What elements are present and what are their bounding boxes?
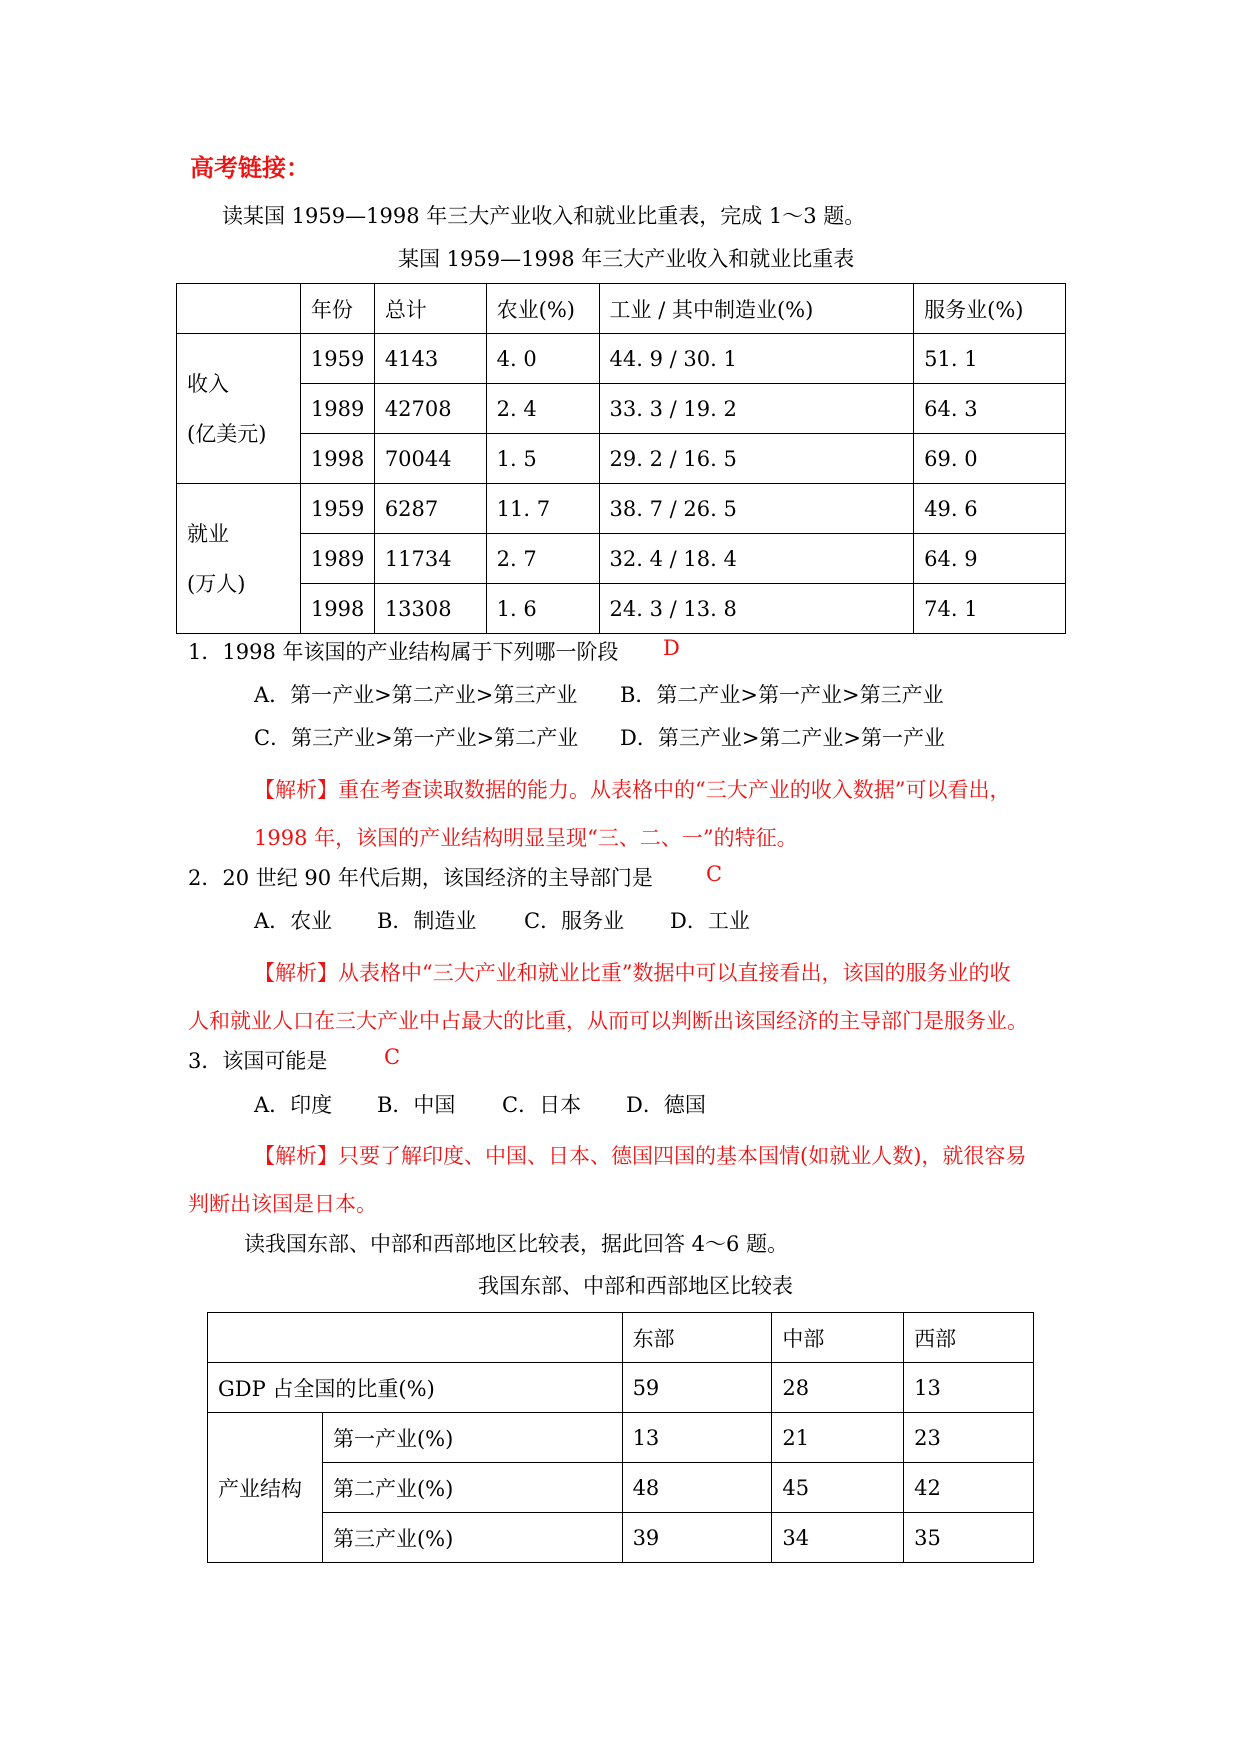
question-3-option-d: D．德国 [626,1093,706,1117]
question-2-option-b: B．制造业 [377,909,477,933]
question-2-answer: C [706,862,723,886]
question-2-option-d: D．工业 [670,909,750,933]
question-3-answer: C [384,1045,401,1069]
table-cell: 第二产业(%) [322,1463,622,1513]
table-cell: 39 [622,1513,772,1563]
table-cell: 34 [772,1513,904,1563]
table2-caption: 我国东部、中部和西部地区比较表 [478,1274,793,1298]
table-cell: 1998 [300,434,374,484]
header-cell: 总计 [374,284,486,334]
group-label-line: 就业 [187,521,229,546]
table-cell: 1959 [300,334,374,384]
table-row [208,1363,1034,1413]
table-cell: 51. 1 [914,334,1066,384]
table-cell: 1989 [300,384,374,434]
table-cell: 2. 4 [486,384,599,434]
intro-text-1: 读某国 1959—1998 年三大产业收入和就业比重表，完成 1～3 题。 [222,204,866,228]
table-cell: 4143 [374,334,486,384]
table-cell: 42 [904,1463,1034,1513]
group-label-line: 收入 [187,371,229,396]
table-row [177,384,1066,434]
table-row [208,1463,1034,1513]
question-3-analysis: 【解析】只要了解印度、中国、日本、德国四国的基本国情(如就业人数)，就很容易 [254,1144,1027,1168]
table-row [177,484,1066,534]
table-cell: 23 [904,1413,1034,1463]
table-row [208,1513,1034,1563]
intro-text-2: 读我国东部、中部和西部地区比较表，据此回答 4～6 题。 [244,1232,789,1256]
table-cell: 49. 6 [914,484,1066,534]
table-row [177,434,1066,484]
question-1-option-a: A．第一产业>第二产业>第三产业 [254,683,578,707]
question-1-analysis-cont: 1998 年，该国的产业结构明显呈现“三、二、一”的特征。 [254,826,798,850]
group-label-unit: (万人) [187,571,246,596]
table-cell: 第三产业(%) [322,1513,622,1563]
table-cell: 6287 [374,484,486,534]
table-row [177,334,1066,384]
header-cell [177,284,301,334]
table-cell: 4. 0 [486,334,599,384]
question-2-analysis-cont: 人和就业人口在三大产业中占最大的比重，从而可以判断出该国经济的主导部门是服务业。 [188,1009,1028,1033]
question-2-option-a: A．农业 [254,909,333,933]
table-row [208,1413,1034,1463]
header-cell: 中部 [772,1313,904,1363]
table-cell: 38. 7 / 26. 5 [599,484,914,534]
header-cell: 工业 / 其中制造业(%) [599,284,914,334]
table-cell: 第一产业(%) [322,1413,622,1463]
table-cell: 64. 3 [914,384,1066,434]
section-heading: 高考链接： [190,153,310,182]
table-cell: 59 [622,1363,772,1413]
table-row [177,534,1066,584]
question-3-stem: 3．该国可能是 [188,1049,328,1073]
table-cell: 74. 1 [914,584,1066,634]
group-label-unit: (亿美元) [187,421,267,446]
header-cell: 年份 [300,284,374,334]
question-1-stem: 1．1998 年该国的产业结构属于下列哪一阶段 [188,640,619,664]
table-cell: 1. 6 [486,584,599,634]
question-1-answer: D [663,636,680,660]
table-cell: 13 [622,1413,772,1463]
question-2-option-c: C．服务业 [524,909,625,933]
table-cell: 44. 9 / 30. 1 [599,334,914,384]
table-cell: 1959 [300,484,374,534]
table-cell: 11. 7 [486,484,599,534]
table-header-row [177,284,1066,334]
group-label-employment [177,484,301,634]
table-cell: 64. 9 [914,534,1066,584]
industry-share-table [176,283,1066,634]
table-cell: 13 [904,1363,1034,1413]
header-cell [208,1313,623,1363]
table-cell: 45 [772,1463,904,1513]
table-cell: 21 [772,1413,904,1463]
table-cell: 32. 4 / 18. 4 [599,534,914,584]
group-label-income [177,334,301,484]
header-cell: 西部 [904,1313,1034,1363]
table-cell: 1998 [300,584,374,634]
table-row [177,584,1066,634]
question-1-option-b: B．第二产业>第一产业>第三产业 [620,683,944,707]
header-cell: 东部 [622,1313,772,1363]
question-3-analysis-cont: 判断出该国是日本。 [188,1192,377,1216]
table-header-row [208,1313,1034,1363]
header-cell: 服务业(%) [914,284,1066,334]
table-cell: 42708 [374,384,486,434]
question-3-option-a: A．印度 [254,1093,333,1117]
group-label-industry-structure: 产业结构 [208,1413,323,1563]
table-cell: 35 [904,1513,1034,1563]
question-1-analysis: 【解析】重在考查读取数据的能力。从表格中的“三大产业的收入数据”可以看出， [254,778,1011,802]
question-2-stem: 2．20 世纪 90 年代后期，该国经济的主导部门是 [188,866,653,890]
table-cell: 70044 [374,434,486,484]
header-cell: 农业(%) [486,284,599,334]
table-cell: 11734 [374,534,486,584]
table-cell: 33. 3 / 19. 2 [599,384,914,434]
table-cell: 2. 7 [486,534,599,584]
table-cell: 48 [622,1463,772,1513]
table-cell: 24. 3 / 13. 8 [599,584,914,634]
question-1-option-c: C．第三产业>第一产业>第二产业 [254,726,579,750]
question-3-option-c: C．日本 [502,1093,582,1117]
gdp-label-cell: GDP 占全国的比重(%) [208,1363,623,1413]
table-cell: 13308 [374,584,486,634]
table-cell: 28 [772,1363,904,1413]
question-1-option-d: D．第三产业>第二产业>第一产业 [620,726,946,750]
table-cell: 69. 0 [914,434,1066,484]
question-3-option-b: B．中国 [377,1093,456,1117]
table-cell: 29. 2 / 16. 5 [599,434,914,484]
table-cell: 1989 [300,534,374,584]
question-2-analysis: 【解析】从表格中“三大产业和就业比重”数据中可以直接看出，该国的服务业的收 [254,961,1011,985]
table-cell: 1. 5 [486,434,599,484]
region-comparison-table [207,1312,1034,1563]
table1-caption: 某国 1959—1998 年三大产业收入和就业比重表 [398,247,855,271]
